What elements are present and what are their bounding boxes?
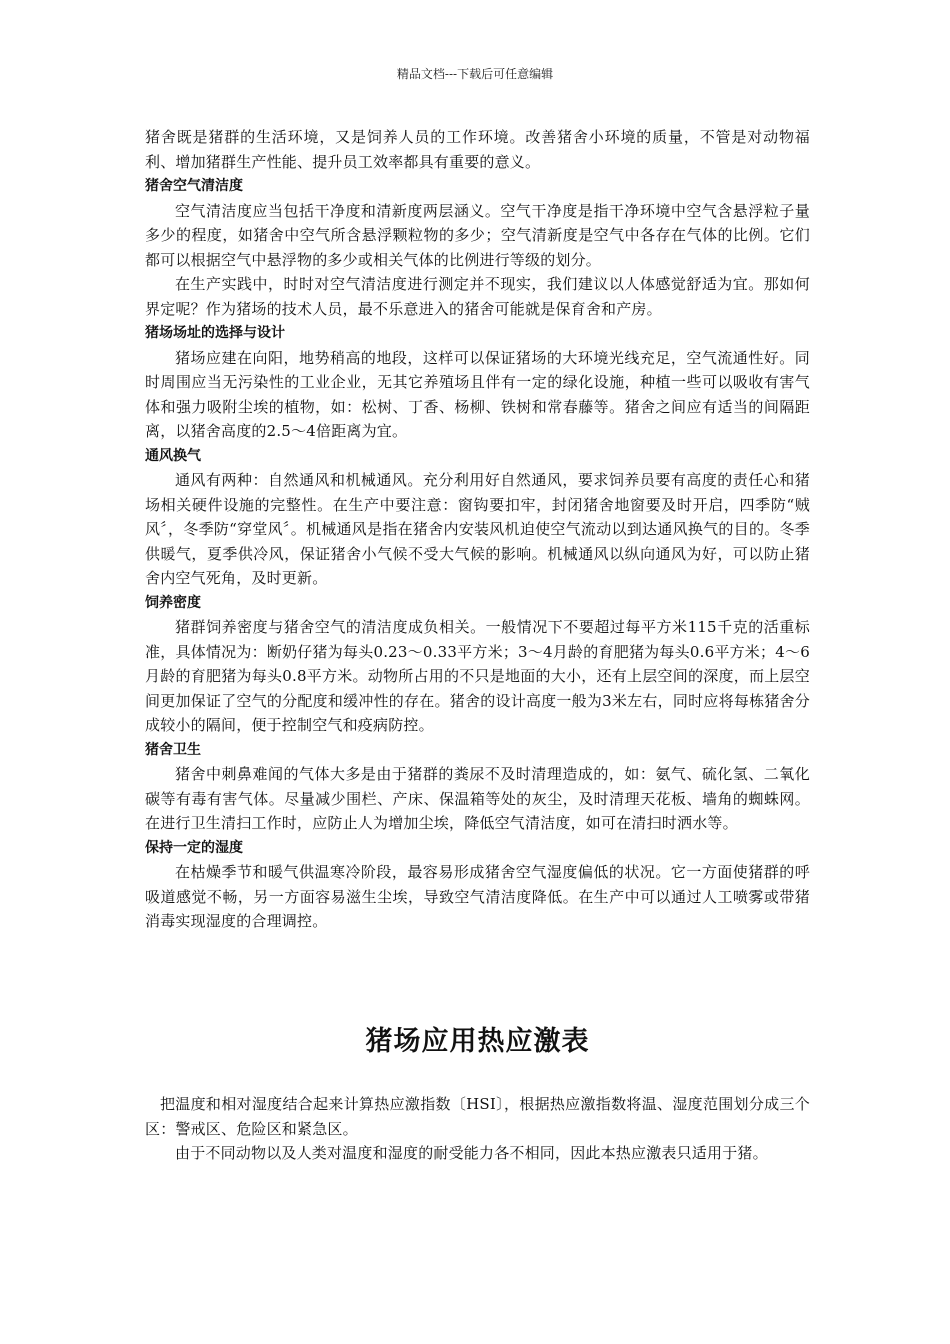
section-heading-stocking-density: 饲养密度	[145, 594, 201, 611]
section-heading-air-cleanliness: 猪舍空气清洁度	[145, 178, 243, 194]
page-header: 精品文档---下载后可任意编辑	[396, 67, 554, 81]
paragraph: 在枯燥季节和暖气供温寒冷阶段，最容易形成猪舍空气湿度偏低的状况。它一方面使猪群的呼吸道感觉不畅，另一方面容易滋生尘埃，导致空气清洁度降低。在生产中可以通过人工喷雾或带猪消毒实现湿度的合理调控。	[145, 863, 810, 930]
paragraph: 空气清洁度应当包括干净度和清新度两层涵义。空气干净度是指干净环境中空气含悬浮粒子量多少的程度，如猪舍中空气所含悬浮颗粒物的多少；空气清新度是空气中各存在气体的比例。它们都可以根据空气中悬浮物的多少或相关气体的比例进行等级的划分。	[145, 201, 810, 269]
section-heading-site-selection: 猪场场址的选择与设计	[145, 325, 285, 341]
paragraph: 通风有两种：自然通风和机械通风。充分利用好自然通风，要求饲养员要有高度的责任心和猪场相关硬件设施的完整性。在生产中要注意：窗钩要扣牢，封闭猪舍地窗要及时开启，四季防“贼风〞，冬季防“穿堂风〞。机械通风是指在猪舍内安装风机迫使空气流动以到达通风换气的目的。冬季供暖气，夏季供冷风，保证猪舍小气候不受大气候的影响。机械通风以纵向通风为好，可以防止猪舍内空气死角，及时更新。	[145, 471, 810, 587]
paragraph: 猪场应建在向阳，地势稍高的地段，这样可以保证猪场的大环境光线充足，空气流通性好。同时周围应当无污染性的工业企业，无其它养殖场且伴有一定的绿化设施，种植一些可以吸收有害气体和强力吸附尘埃的植物，如：松树、丁香、杨柳、铁树和常春藤等。猪舍之间应有适当的间隔距离，以猪舍高度的2.5～4倍距离为宜。	[145, 348, 810, 440]
intro-paragraph: 猪舍既是猪群的生活环境，又是饲养人员的工作环境。改善猪舍小环境的质量，不管是对动物福利、增加猪群生产性能、提升员工效率都具有重要的意义。	[145, 128, 810, 171]
section-heading-ventilation: 通风换气	[145, 447, 201, 464]
paragraph: 猪舍中刺鼻难闻的气体大多是由于猪群的粪尿不及时清理造成的，如：氨气、硫化氢、二氧化碳等有毒有害气体。尽量减少围栏、产床、保温箱等处的灰尘，及时清理天花板、墙角的蜘蛛网。在进行卫生清扫工作时，应防止人为增加尘埃，降低空气清洁度，如可在清扫时洒水等。	[145, 765, 810, 832]
paragraph: 猪群饲养密度与猪舍空气的清洁度成负相关。一般情况下不要超过每平方米115千克的活重标准，具体情况为：断奶仔猪为每头0.23～0.33平方米；3～4月龄的育肥猪为每头0.6平方米；4～6月龄的育肥猪为每头0.8平方米。动物所占用的不只是地面的大小，还有上层空间的深度，而上层空间更加保证了空气的分配度和缓冲性的存在。猪舍的设计高度一般为3米左右，同时应将每栋猪舍分成较小的隔间，便于控制空气和疫病防控。	[145, 618, 810, 734]
section-title: 猪场应用热应激表	[365, 1026, 590, 1057]
paragraph: 由于不同动物以及人类对温度和湿度的耐受能力各不相同，因此本热应激表只适用于猪。	[175, 1144, 768, 1162]
paragraph: 把温度和相对湿度结合起来计算热应激指数〔HSI〕，根据热应激指数将温、湿度范围划分成三个区：警戒区、危险区和紧急区。	[145, 1095, 810, 1138]
section-heading-hygiene: 猪舍卫生	[145, 741, 201, 758]
article-body	[145, 125, 810, 934]
section-heading-humidity: 保持一定的湿度	[145, 839, 243, 856]
heat-stress-section	[145, 1022, 810, 1166]
paragraph: 在生产实践中，时时对空气清洁度进行测定并不现实，我们建议以人体感觉舒适为宜。那如何界定呢？作为猪场的技术人员，最不乐意进入的猪舍可能就是保育舍和产房。	[145, 275, 810, 318]
